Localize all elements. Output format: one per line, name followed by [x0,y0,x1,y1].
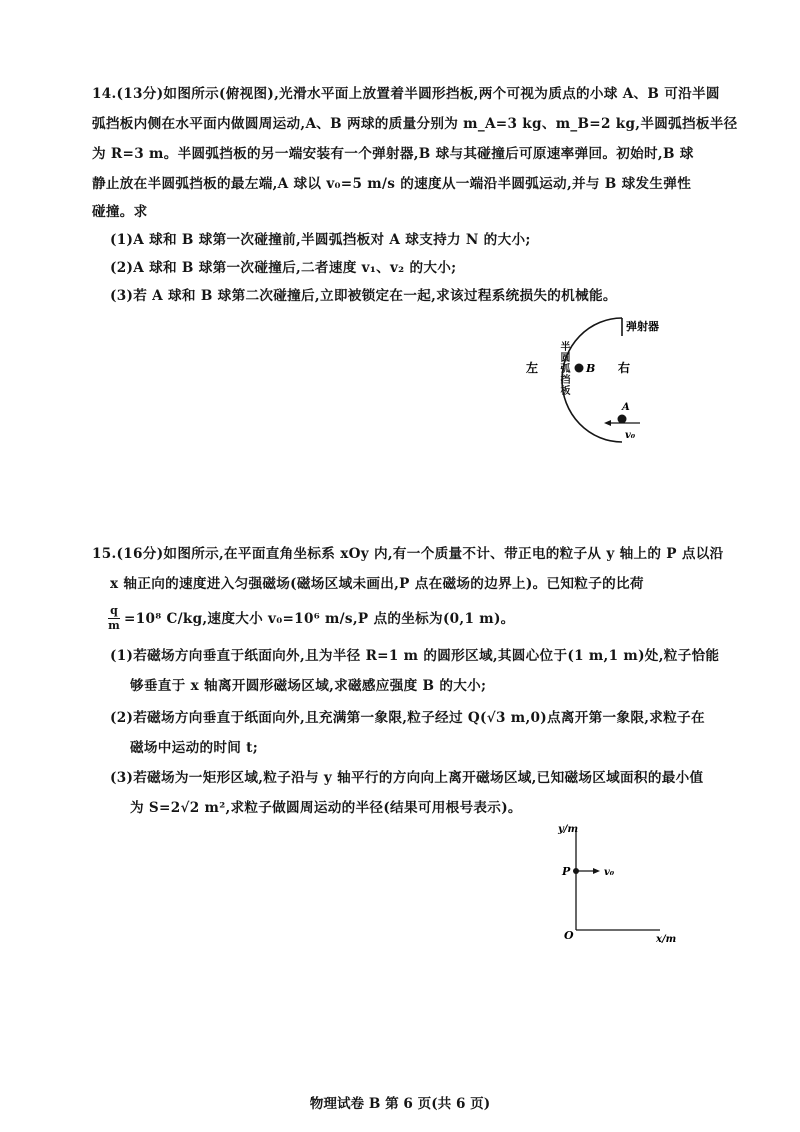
label-b: B [586,362,596,375]
page-footer: 物理试卷 B 第 6 页(共 6 页) [309,1096,491,1112]
q14-subquestion-3: (3)若 A 球和 B 球第二次碰撞后,立即被锁定在一起,求该过程系统损失的机械能。 [110,288,617,304]
ball-a [618,415,627,424]
charge-mass-fraction [108,605,120,632]
label-board-vertical: 半 圆 弧 挡 板 [560,342,571,397]
q15-subquestion-1b: 够垂直于 x 轴离开圆形磁场区域,求磁感应强度 B 的大小; [130,678,487,694]
fraction-numerator: q [110,604,118,617]
q15-subquestion-2a: (2)若磁场方向垂直于纸面向外,且充满第一象限,粒子经过 Q(√3 m,0)点离开第一象限,求粒子在 [110,710,705,726]
q15-figure [548,818,688,948]
label-v0: v₀ [625,430,636,441]
q14-subquestion-2: (2)A 球和 B 球第一次碰撞后,二者速度 v₁、v₂ 的大小; [110,260,457,276]
q15-line-2: x 轴正向的速度进入匀强磁场(磁场区域未画出,P 点在磁场的边界上)。已知粒子的比荷 [110,576,644,592]
q15-subquestion-2b: 磁场中运动的时间 t; [130,740,259,756]
label-o: O [564,929,574,942]
q15-line-3: =10⁸ C/kg,速度大小 v₀=10⁶ m/s,P 点的坐标为(0,1 m)。 [124,611,515,627]
label-x-axis: x/m [656,934,677,945]
label-right: 右 [618,361,631,375]
velocity-arrowhead [593,868,600,874]
q15-subquestion-1a: (1)若磁场方向垂直于纸面向外,且为半径 R=1 m 的圆形区域,其圆心位于(1 m,1 m)处,粒子恰能 [110,648,720,664]
label-p: P [562,865,571,878]
q14-line-2: 弧挡板内侧在水平面内做圆周运动,A、B 两球的质量分别为 m_A=3 kg、m_B=2 kg,半圆弧挡板半径 [92,116,738,132]
label-y-axis: y/m [558,824,579,835]
q14-line-1: 14.(13分)如图所示(俯视图),光滑水平面上放置着半圆形挡板,两个可视为质点的小球 A、B 可沿半圆 [92,86,720,102]
q14-subquestion-1: (1)A 球和 B 球第一次碰撞前,半圆弧挡板对 A 球支持力 N 的大小; [110,232,531,248]
velocity-arrowhead [604,420,611,426]
q14-line-5: 碰撞。求 [92,204,148,220]
label-launcher: 弹射器 [626,320,659,333]
fraction-denominator: m [108,619,120,632]
q15-subquestion-3a: (3)若磁场为一矩形区域,粒子沿与 y 轴平行的方向向上离开磁场区域,已知磁场区域面积的最小值 [110,770,704,786]
label-left: 左 [526,361,539,375]
q15-line-1: 15.(16分)如图所示,在平面直角坐标系 xOy 内,有一个质量不计、带正电的粒子从 y 轴上的 P 点以沿 [92,546,724,562]
q14-figure [500,300,720,460]
q15-subquestion-3b: 为 S=2√2 m²,求粒子做圆周运动的半径(结果可用根号表示)。 [130,800,522,816]
q14-line-4: 静止放在半圆弧挡板的最左端,A 球以 v₀=5 m/s 的速度从一端沿半圆弧运动,并与 B 球发生弹性 [92,176,692,192]
label-v0: v₀ [604,867,615,878]
q14-line-3: 为 R=3 m。半圆弧挡板的另一端安装有一个弹射器,B 球与其碰撞后可原速率弹回。初始时,B 球 [92,146,694,162]
label-a: A [622,402,630,413]
ball-b [575,364,584,373]
